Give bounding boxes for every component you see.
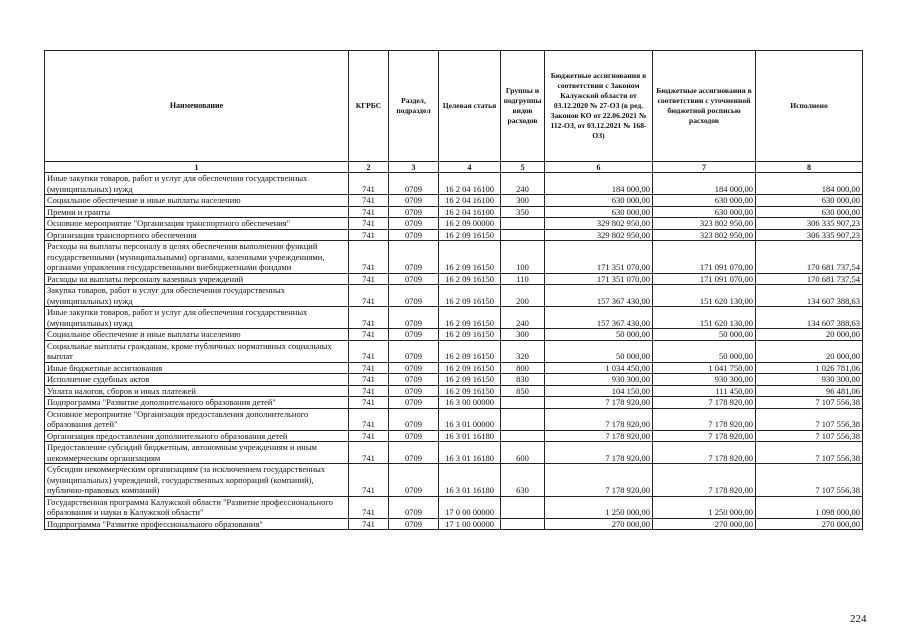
column-number: 3 — [389, 162, 439, 173]
cell-group: 320 — [501, 340, 545, 362]
cell-target: 16 3 00 00000 — [439, 397, 501, 409]
table-row — [45, 464, 863, 497]
cell-group: 830 — [501, 374, 545, 386]
cell-kgrbs: 741 — [349, 273, 389, 285]
cell-executed: 306 335 907,23 — [756, 229, 863, 241]
cell-section: 0709 — [389, 329, 439, 341]
cell-section: 0709 — [389, 241, 439, 274]
cell-name: Организация транспортного обеспечения — [45, 229, 349, 241]
cell-law: 171 351 070,00 — [545, 273, 653, 285]
column-number: 4 — [439, 162, 501, 173]
cell-executed: 134 607 388,63 — [756, 285, 863, 307]
cell-kgrbs: 741 — [349, 362, 389, 374]
header-kgrbs: КГРБС — [349, 51, 389, 162]
cell-name: Расходы на выплаты персоналу казенных учреждений — [45, 273, 349, 285]
cell-kgrbs: 741 — [349, 442, 389, 464]
cell-updated: 270 000,00 — [653, 518, 756, 530]
cell-updated: 111 450,00 — [653, 385, 756, 397]
column-number: 6 — [545, 162, 653, 173]
cell-kgrbs: 741 — [349, 374, 389, 386]
cell-name: Социальные выплаты гражданам, кроме публичных нормативных социальных выплат — [45, 340, 349, 362]
cell-name: Иные бюджетные ассигнования — [45, 362, 349, 374]
cell-law: 7 178 920,00 — [545, 442, 653, 464]
header-groups: Группы и подгруппы видов расходов — [501, 51, 545, 162]
cell-law: 157 367 430,00 — [545, 285, 653, 307]
table-row — [45, 273, 863, 285]
cell-group: 100 — [501, 241, 545, 274]
cell-kgrbs: 741 — [349, 464, 389, 497]
cell-updated: 151 620 130,00 — [653, 307, 756, 329]
cell-group: 630 — [501, 464, 545, 497]
cell-name: Расходы на выплаты персоналу в целях обеспечения выполнения функций государственными (муниципальными) органами, казенными учреждениями, органами управления государственными внебюджетными фондами — [45, 241, 349, 274]
cell-executed: 7 107 556,38 — [756, 442, 863, 464]
cell-law: 630 000,00 — [545, 195, 653, 207]
cell-section: 0709 — [389, 340, 439, 362]
cell-updated: 50 000,00 — [653, 340, 756, 362]
table-row — [45, 518, 863, 530]
cell-section: 0709 — [389, 442, 439, 464]
cell-updated: 930 300,00 — [653, 374, 756, 386]
cell-law: 171 351 070,00 — [545, 241, 653, 274]
cell-target: 16 2 09 16150 — [439, 307, 501, 329]
cell-group: 850 — [501, 385, 545, 397]
cell-updated: 7 178 920,00 — [653, 464, 756, 497]
cell-executed: 7 107 556,38 — [756, 408, 863, 430]
cell-updated: 1 250 000,00 — [653, 496, 756, 518]
cell-updated: 7 178 920,00 — [653, 442, 756, 464]
cell-group — [501, 218, 545, 230]
cell-executed: 1 098 000,00 — [756, 496, 863, 518]
cell-target: 16 2 09 16150 — [439, 285, 501, 307]
cell-name: Социальное обеспечение и иные выплаты населению — [45, 329, 349, 341]
cell-kgrbs: 741 — [349, 430, 389, 442]
cell-group: 350 — [501, 206, 545, 218]
cell-executed: 306 335 907,23 — [756, 218, 863, 230]
cell-updated: 171 091 070,00 — [653, 273, 756, 285]
cell-section: 0709 — [389, 307, 439, 329]
table-row — [45, 385, 863, 397]
cell-kgrbs: 741 — [349, 329, 389, 341]
cell-executed: 930 300,00 — [756, 374, 863, 386]
cell-section: 0709 — [389, 173, 439, 195]
table-row — [45, 442, 863, 464]
cell-kgrbs: 741 — [349, 307, 389, 329]
cell-law: 329 802 950,00 — [545, 229, 653, 241]
cell-section: 0709 — [389, 218, 439, 230]
cell-law: 270 000,00 — [545, 518, 653, 530]
cell-section: 0709 — [389, 430, 439, 442]
cell-group: 240 — [501, 173, 545, 195]
cell-group — [501, 229, 545, 241]
column-number: 7 — [653, 162, 756, 173]
header-updated: Бюджетные ассигнования в соответствии с уточненной бюджетной росписью расходов — [653, 51, 756, 162]
cell-updated: 630 000,00 — [653, 195, 756, 207]
cell-executed: 630 000,00 — [756, 206, 863, 218]
header-target: Целевая статья — [439, 51, 501, 162]
cell-name: Закупка товаров, работ и услуг для обеспечения государственных (муниципальных) нужд — [45, 285, 349, 307]
cell-group: 240 — [501, 307, 545, 329]
column-number: 2 — [349, 162, 389, 173]
cell-kgrbs: 741 — [349, 496, 389, 518]
budget-table — [44, 50, 863, 530]
cell-updated: 7 178 920,00 — [653, 430, 756, 442]
table-row — [45, 430, 863, 442]
cell-updated: 323 802 950,00 — [653, 229, 756, 241]
table-row — [45, 229, 863, 241]
cell-law: 7 178 920,00 — [545, 397, 653, 409]
cell-name: Исполнение судебных актов — [45, 374, 349, 386]
cell-name: Иные закупки товаров, работ и услуг для обеспечения государственных (муниципальных) нужд — [45, 307, 349, 329]
cell-law: 930 300,00 — [545, 374, 653, 386]
table-row — [45, 285, 863, 307]
cell-target: 16 2 09 16150 — [439, 362, 501, 374]
cell-section: 0709 — [389, 408, 439, 430]
cell-law: 157 367 430,00 — [545, 307, 653, 329]
cell-section: 0709 — [389, 195, 439, 207]
cell-group: 300 — [501, 329, 545, 341]
cell-executed: 1 026 781,06 — [756, 362, 863, 374]
cell-law: 1 034 450,00 — [545, 362, 653, 374]
cell-section: 0709 — [389, 229, 439, 241]
cell-law: 50 000,00 — [545, 329, 653, 341]
cell-section: 0709 — [389, 285, 439, 307]
cell-target: 17 0 00 00000 — [439, 496, 501, 518]
table-row — [45, 374, 863, 386]
cell-law: 50 000,00 — [545, 340, 653, 362]
cell-section: 0709 — [389, 518, 439, 530]
cell-group — [501, 518, 545, 530]
cell-section: 0709 — [389, 374, 439, 386]
cell-executed: 20 000,00 — [756, 329, 863, 341]
cell-section: 0709 — [389, 397, 439, 409]
cell-target: 16 3 01 16180 — [439, 464, 501, 497]
cell-law: 7 178 920,00 — [545, 464, 653, 497]
cell-kgrbs: 741 — [349, 285, 389, 307]
page-number: 224 — [850, 613, 867, 625]
table-row — [45, 329, 863, 341]
table-row — [45, 307, 863, 329]
cell-target: 16 2 09 16150 — [439, 241, 501, 274]
cell-name: Предоставление субсидий бюджетным, автономным учреждениям и иным некоммерческим организациям — [45, 442, 349, 464]
table-row — [45, 496, 863, 518]
cell-law: 7 178 920,00 — [545, 430, 653, 442]
cell-group — [501, 397, 545, 409]
table-row — [45, 362, 863, 374]
cell-name: Подпрограмма "Развитие дополнительного образования детей" — [45, 397, 349, 409]
cell-section: 0709 — [389, 464, 439, 497]
cell-law: 184 000,00 — [545, 173, 653, 195]
cell-law: 7 178 920,00 — [545, 408, 653, 430]
cell-group: 600 — [501, 442, 545, 464]
cell-executed: 630 000,00 — [756, 195, 863, 207]
cell-updated: 1 041 750,00 — [653, 362, 756, 374]
cell-target: 16 2 09 16150 — [439, 229, 501, 241]
cell-updated: 184 000,00 — [653, 173, 756, 195]
cell-section: 0709 — [389, 362, 439, 374]
cell-updated: 7 178 920,00 — [653, 408, 756, 430]
column-number: 5 — [501, 162, 545, 173]
table-row — [45, 195, 863, 207]
cell-executed: 96 481,06 — [756, 385, 863, 397]
cell-kgrbs: 741 — [349, 397, 389, 409]
header-row — [45, 51, 863, 162]
cell-group: 110 — [501, 273, 545, 285]
cell-kgrbs: 741 — [349, 518, 389, 530]
header-law: Бюджетные ассигнования в соответствии с Законом Калужской области от 03.12.2020 № 27-ОЗ (в ред. Законов КО от 22.06.2021 № 112-ОЗ, от 03.12.2021 № 168-ОЗ) — [545, 51, 653, 162]
cell-law: 630 000,00 — [545, 206, 653, 218]
header-executed: Исполнено — [756, 51, 863, 162]
cell-target: 17 1 00 00000 — [439, 518, 501, 530]
cell-target: 16 2 04 16100 — [439, 173, 501, 195]
cell-target: 16 3 01 16180 — [439, 430, 501, 442]
cell-kgrbs: 741 — [349, 385, 389, 397]
cell-target: 16 2 09 16150 — [439, 329, 501, 341]
cell-name: Подпрограмма "Развитие профессионального образования" — [45, 518, 349, 530]
column-number: 1 — [45, 162, 349, 173]
cell-target: 16 2 09 16150 — [439, 385, 501, 397]
cell-kgrbs: 741 — [349, 408, 389, 430]
cell-executed: 7 107 556,38 — [756, 397, 863, 409]
cell-section: 0709 — [389, 273, 439, 285]
cell-target: 16 2 09 16150 — [439, 340, 501, 362]
cell-target: 16 2 04 16100 — [439, 206, 501, 218]
table-row — [45, 408, 863, 430]
cell-section: 0709 — [389, 385, 439, 397]
cell-name: Основное мероприятие "Организация транспортного обеспечения" — [45, 218, 349, 230]
table-row — [45, 206, 863, 218]
cell-executed: 134 607 388,63 — [756, 307, 863, 329]
cell-name: Основное мероприятие "Организация предоставления дополнительного образования детей" — [45, 408, 349, 430]
cell-updated: 151 620 130,00 — [653, 285, 756, 307]
cell-kgrbs: 741 — [349, 340, 389, 362]
cell-law: 104 150,00 — [545, 385, 653, 397]
cell-executed: 20 000,00 — [756, 340, 863, 362]
cell-updated: 171 091 070,00 — [653, 241, 756, 274]
cell-target: 16 3 01 16180 — [439, 442, 501, 464]
cell-name: Организация предоставления дополнительного образования детей — [45, 430, 349, 442]
cell-updated: 50 000,00 — [653, 329, 756, 341]
cell-name: Государственная программа Калужской области "Развитие профессионального образования и науки в Калужской области" — [45, 496, 349, 518]
table-row — [45, 173, 863, 195]
cell-group: 800 — [501, 362, 545, 374]
cell-section: 0709 — [389, 206, 439, 218]
cell-section: 0709 — [389, 496, 439, 518]
cell-kgrbs: 741 — [349, 206, 389, 218]
column-number: 8 — [756, 162, 863, 173]
cell-group: 200 — [501, 285, 545, 307]
cell-kgrbs: 741 — [349, 173, 389, 195]
header-name: Наименование — [45, 51, 349, 162]
cell-group — [501, 496, 545, 518]
cell-kgrbs: 741 — [349, 241, 389, 274]
cell-kgrbs: 741 — [349, 229, 389, 241]
table-row — [45, 241, 863, 274]
cell-name: Субсидии некоммерческим организациям (за исключением государственных (муниципальных) учреждений, государственных корпораций (компаний), публично-правовых компаний) — [45, 464, 349, 497]
cell-group — [501, 408, 545, 430]
cell-executed: 170 681 737,54 — [756, 241, 863, 274]
column-number-row — [45, 162, 863, 173]
cell-group: 300 — [501, 195, 545, 207]
cell-executed: 7 107 556,38 — [756, 430, 863, 442]
cell-law: 1 250 000,00 — [545, 496, 653, 518]
cell-law: 329 802 950,00 — [545, 218, 653, 230]
cell-executed: 170 681 737,54 — [756, 273, 863, 285]
cell-name: Иные закупки товаров, работ и услуг для обеспечения государственных (муниципальных) нужд — [45, 173, 349, 195]
table-row — [45, 218, 863, 230]
cell-updated: 323 802 950,00 — [653, 218, 756, 230]
cell-updated: 630 000,00 — [653, 206, 756, 218]
cell-kgrbs: 741 — [349, 218, 389, 230]
cell-group — [501, 430, 545, 442]
table-row — [45, 340, 863, 362]
cell-target: 16 3 01 00000 — [439, 408, 501, 430]
cell-executed: 7 107 556,38 — [756, 464, 863, 497]
cell-target: 16 2 04 16100 — [439, 195, 501, 207]
cell-executed: 184 000,00 — [756, 173, 863, 195]
cell-name: Премии и гранты — [45, 206, 349, 218]
cell-target: 16 2 09 16150 — [439, 273, 501, 285]
table-row — [45, 397, 863, 409]
cell-target: 16 2 09 16150 — [439, 374, 501, 386]
cell-kgrbs: 741 — [349, 195, 389, 207]
cell-target: 16 2 09 00000 — [439, 218, 501, 230]
table-body — [45, 173, 863, 530]
cell-updated: 7 178 920,00 — [653, 397, 756, 409]
cell-name: Социальное обеспечение и иные выплаты населению — [45, 195, 349, 207]
cell-name: Уплата налогов, сборов и иных платежей — [45, 385, 349, 397]
cell-executed: 270 000,00 — [756, 518, 863, 530]
header-section: Раздел, подраздел — [389, 51, 439, 162]
